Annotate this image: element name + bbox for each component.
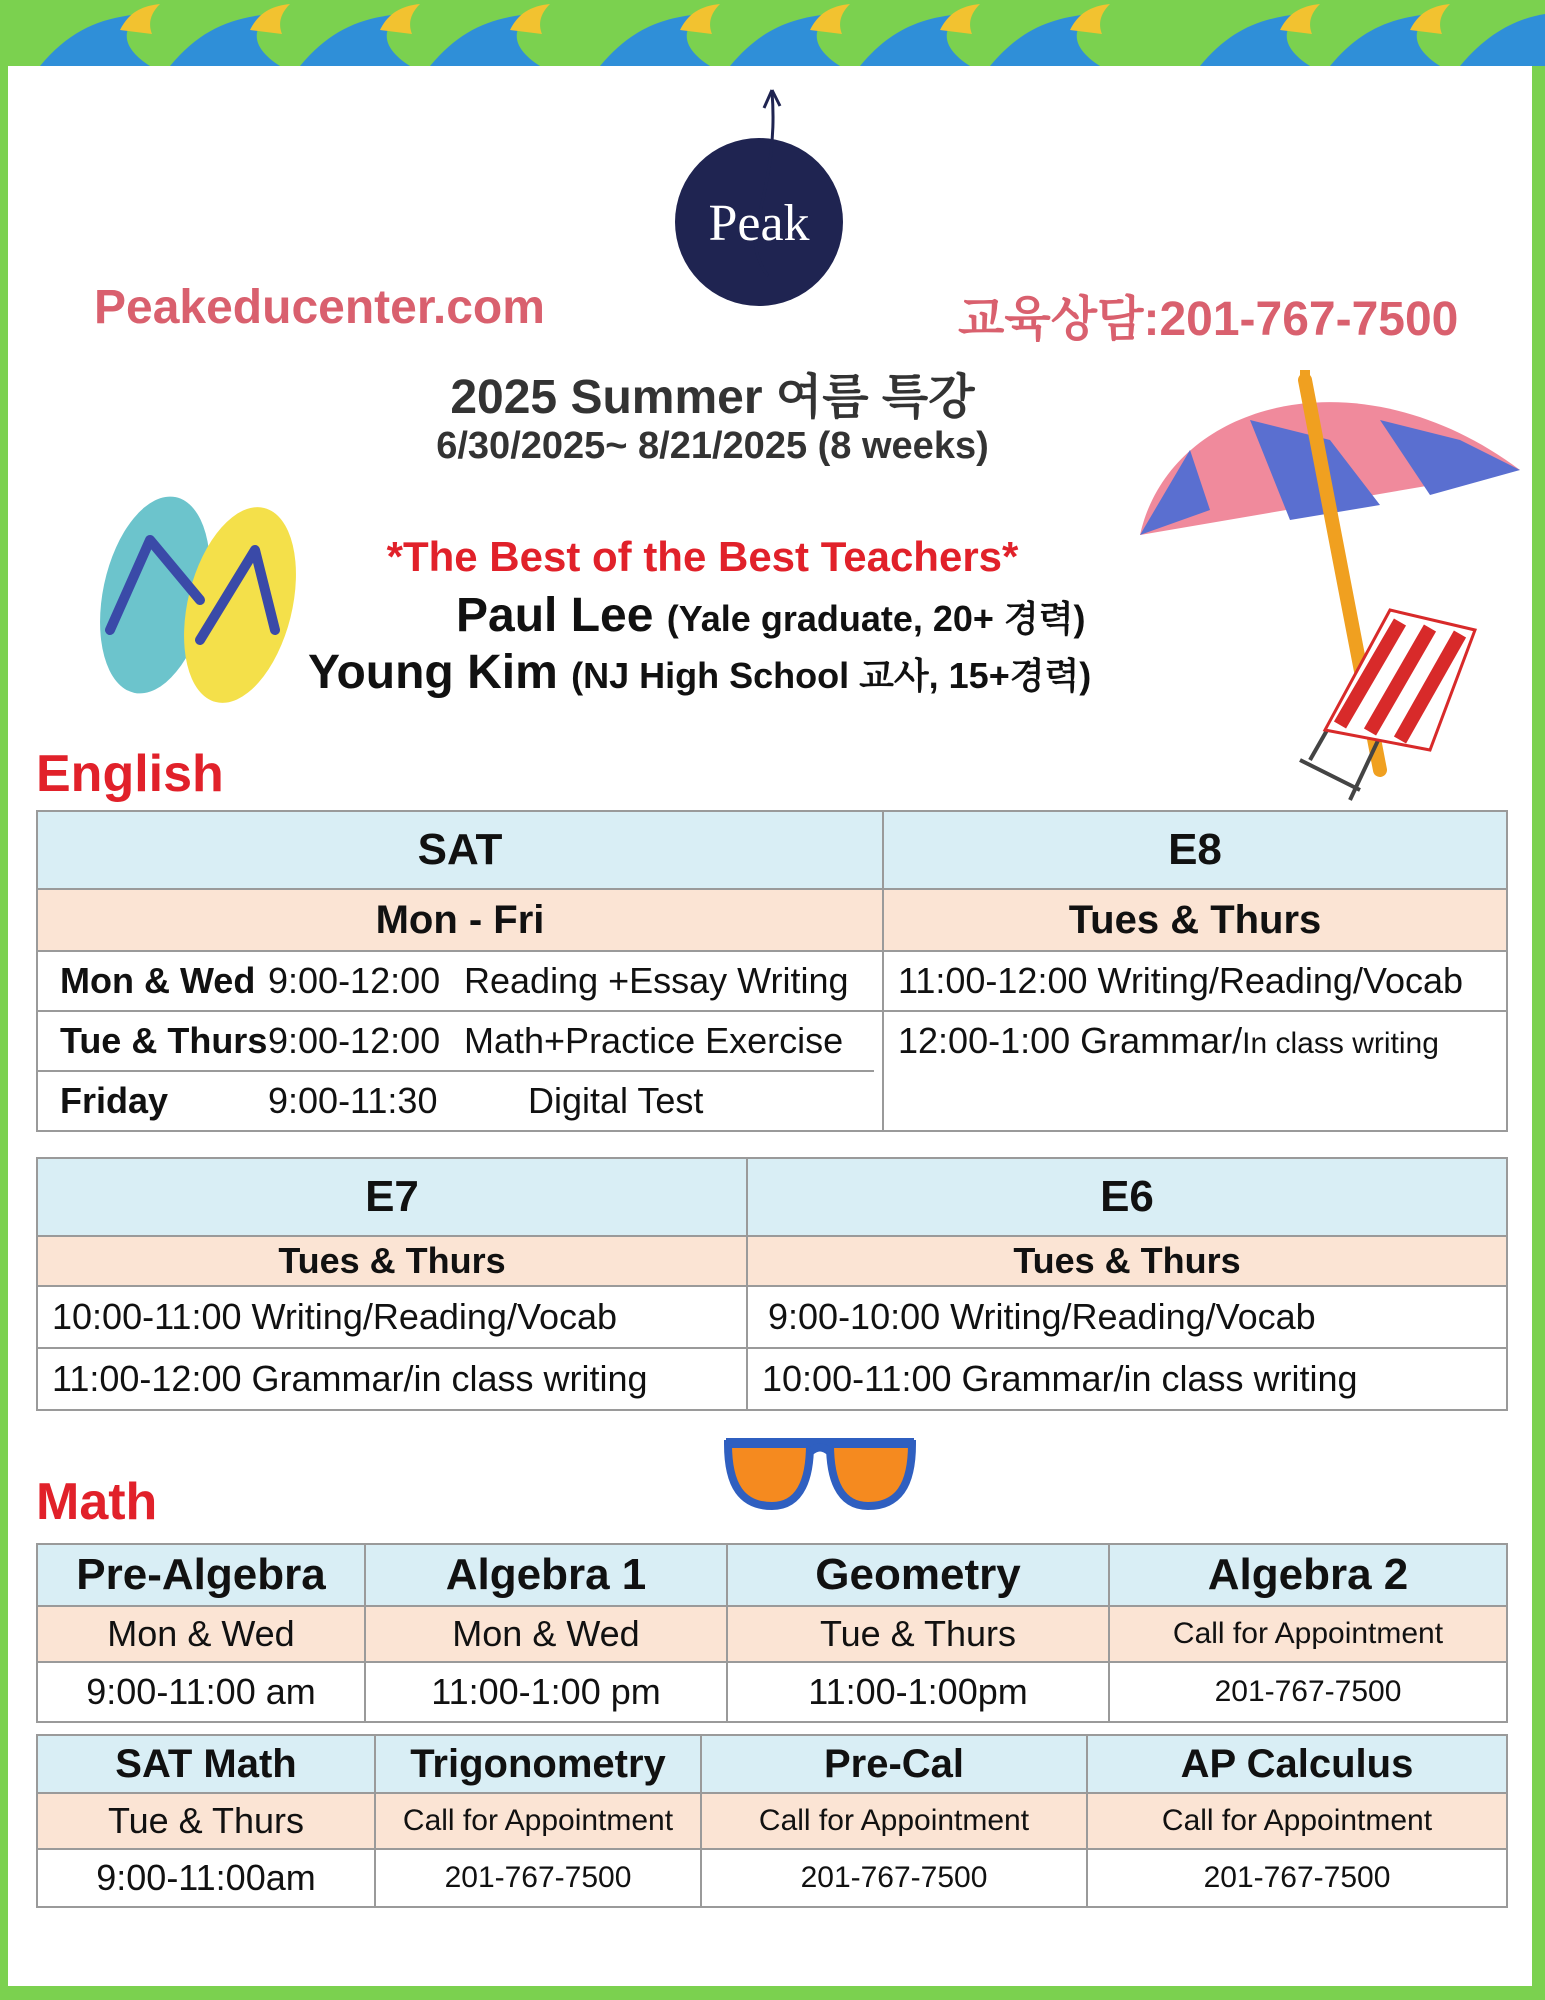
session-dates: 6/30/2025~ 8/21/2025 (8 weeks) — [436, 425, 989, 467]
english-section-title: English — [36, 745, 224, 803]
e8-schedule — [883, 951, 1507, 1131]
flip-flops-icon — [80, 480, 320, 710]
e8-line2 — [884, 1012, 1506, 1070]
math-course-header: Trigonometry — [375, 1735, 701, 1793]
e6-header: E6 — [747, 1158, 1507, 1236]
math-days: Call for Appointment — [375, 1793, 701, 1849]
math-phone[interactable]: 201-767-7500 — [375, 1849, 701, 1907]
teacher-young-kim — [308, 645, 1091, 700]
sat-e8-table — [36, 810, 1508, 1132]
sat-header: SAT — [37, 811, 883, 889]
sat-row-subject: Digital Test — [528, 1080, 704, 1121]
sat-row-subject: Reading +Essay Writing — [464, 960, 849, 1001]
teacher2-name: Young Kim — [308, 646, 558, 699]
e7-days: Tues & Thurs — [37, 1236, 747, 1286]
e6-line2: 10:00-11:00 Grammar/in class writing — [747, 1348, 1507, 1410]
math-time: 9:00-11:00am — [37, 1849, 375, 1907]
math-course-header: SAT Math — [37, 1735, 375, 1793]
math-section-title: Math — [36, 1473, 158, 1531]
math-table-row1 — [36, 1543, 1508, 1723]
sat-row-day: Friday — [60, 1080, 169, 1121]
sat-days: Mon - Fri — [37, 889, 883, 951]
wave-border-decoration — [0, 0, 1545, 66]
e7-line2: 11:00-12:00 Grammar/in class writing — [37, 1348, 747, 1410]
math-phone[interactable]: 201-767-7500 — [1087, 1849, 1507, 1907]
teacher-paul-lee — [456, 588, 1085, 643]
math-time: 9:00-11:00 am — [37, 1662, 365, 1722]
e8-line2-main: 12:00-1:00 Grammar/ — [898, 1020, 1243, 1061]
sat-row-day: Mon & Wed — [60, 960, 256, 1001]
teacher1-detail: (Yale graduate, 20+ 경력) — [666, 598, 1086, 639]
beach-umbrella-icon — [1130, 360, 1530, 820]
sat-row — [38, 1012, 874, 1072]
website-link[interactable]: Peakeducenter.com — [94, 281, 545, 334]
math-time: 11:00-1:00 pm — [365, 1662, 727, 1722]
sat-row-time: 9:00-11:30 — [268, 1080, 438, 1121]
math-course-header: Geometry — [727, 1544, 1109, 1606]
math-days: Call for Appointment — [1109, 1606, 1507, 1662]
math-days: Call for Appointment — [701, 1793, 1087, 1849]
e8-header: E8 — [883, 811, 1507, 889]
sat-row-day: Tue & Thurs — [60, 1020, 268, 1061]
peak-logo-icon — [672, 80, 847, 310]
sat-row — [38, 1072, 882, 1130]
math-course-header: Algebra 1 — [365, 1544, 727, 1606]
math-days: Mon & Wed — [37, 1606, 365, 1662]
math-course-header: Algebra 2 — [1109, 1544, 1507, 1606]
math-phone[interactable]: 201-767-7500 — [1109, 1662, 1507, 1722]
teacher1-name: Paul Lee — [456, 589, 654, 642]
e7-header: E7 — [37, 1158, 747, 1236]
consult-phone[interactable]: 교육상담:201-767-7500 — [958, 293, 1459, 346]
sat-row — [38, 952, 882, 1012]
sat-row-time: 9:00-12:00 — [268, 960, 441, 1001]
sat-row-subject: Math+Practice Exercise — [464, 1020, 844, 1061]
page-title: 2025 Summer 여름 특강 — [450, 371, 975, 424]
math-days: Mon & Wed — [365, 1606, 727, 1662]
math-course-header: Pre-Algebra — [37, 1544, 365, 1606]
math-course-header: Pre-Cal — [701, 1735, 1087, 1793]
math-course-header: AP Calculus — [1087, 1735, 1507, 1793]
math-days: Tue & Thurs — [37, 1793, 375, 1849]
sunglasses-icon — [722, 1436, 918, 1516]
math-days: Tue & Thurs — [727, 1606, 1109, 1662]
teacher2-detail: (NJ High School 교사, 15+경력) — [571, 655, 1092, 696]
e8-days: Tues & Thurs — [883, 889, 1507, 951]
teachers-tagline: *The Best of the Best Teachers* — [386, 533, 1019, 580]
sat-schedule — [37, 951, 883, 1131]
math-days: Call for Appointment — [1087, 1793, 1507, 1849]
e6-line1: 9:00-10:00 Writing/Reading/Vocab — [747, 1286, 1507, 1348]
math-phone[interactable]: 201-767-7500 — [701, 1849, 1087, 1907]
math-table-row2 — [36, 1734, 1508, 1908]
e7-line1: 10:00-11:00 Writing/Reading/Vocab — [37, 1286, 747, 1348]
logo-text: Peak — [708, 195, 810, 252]
e8-line1: 11:00-12:00 Writing/Reading/Vocab — [884, 952, 1506, 1012]
sat-row-time: 9:00-12:00 — [268, 1020, 441, 1061]
math-time: 11:00-1:00pm — [727, 1662, 1109, 1722]
e7-e6-table — [36, 1157, 1508, 1411]
e6-days: Tues & Thurs — [747, 1236, 1507, 1286]
e8-line2-small: In class writing — [1242, 1027, 1439, 1060]
